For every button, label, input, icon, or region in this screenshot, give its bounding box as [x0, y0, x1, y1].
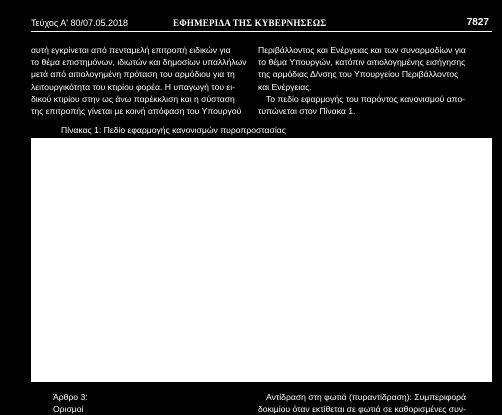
text-line: Περιβάλλοντος και Ενέργειας και των συναρμοδίων για — [258, 45, 466, 55]
text-line: τυπώνεται στον Πίνακα 1. — [258, 106, 356, 117]
definition-text — [258, 391, 502, 415]
left-text-column — [31, 44, 246, 117]
text-line: το θέμα επιστημόνων, ιδιωτών και δημοσίων υπαλλήλων — [31, 57, 247, 68]
text-line: της αρμόδιας Δ/νσης του Υπουργείου Περιβάλλοντος — [258, 69, 459, 80]
right-text-column — [258, 44, 492, 117]
page-header — [0, 0, 502, 30]
article-heading — [53, 391, 143, 415]
text-line: μετά από αιτιολογημένη πρόταση του αρμόδιου για τη — [31, 69, 235, 80]
header-rule — [31, 31, 492, 32]
article-title: Ορισμοί — [53, 404, 84, 414]
page-number: 7827 — [466, 17, 489, 28]
table-image — [31, 138, 492, 382]
article-number: Άρθρο 3: — [53, 392, 88, 402]
gazette-title: ΕΦΗΜΕΡΙΔΑ ΤΗΣ ΚΥΒΕΡΝΗΣΕΩΣ — [173, 18, 327, 28]
text-line: Το πεδίο εφαρμογής του παρόντος κανονισμού απο- — [266, 93, 466, 104]
text-line: δοκιμίου όταν εκτίθεται σε φωτιά σε καθορισμένες συν- — [258, 404, 466, 414]
text-line: της επιτροπής γίνεται με κοινή απόφαση του Υπουργού — [31, 106, 242, 117]
text-line: δικού κτιρίου στην ως άνω παρέκκλιση και η σύσταση — [31, 93, 235, 104]
text-line: και Ενέργειας. — [258, 81, 312, 92]
issue-reference: Τεύχος Α' 80/07.05.2018 — [31, 18, 129, 28]
text-line: το θέμα Υπουργών, κατόπιν αιτιολογημένης εισήγησης — [258, 57, 466, 68]
table-caption: Πίνακας 1: Πεδίο εφαρμογής κανονισμών πυροπροστασίας — [61, 125, 286, 135]
text-line: Αντίδραση στη φωτιά (πυραντίδραση): Συμπεριφορά — [266, 392, 467, 402]
text-line: αυτή εγκρίνεται από πενταμελή επιτροπή ειδικών για — [31, 45, 231, 55]
text-line: λειτουργικότητα του κτιρίου φορέα. Η υπαγωγή του ει- — [31, 81, 236, 92]
